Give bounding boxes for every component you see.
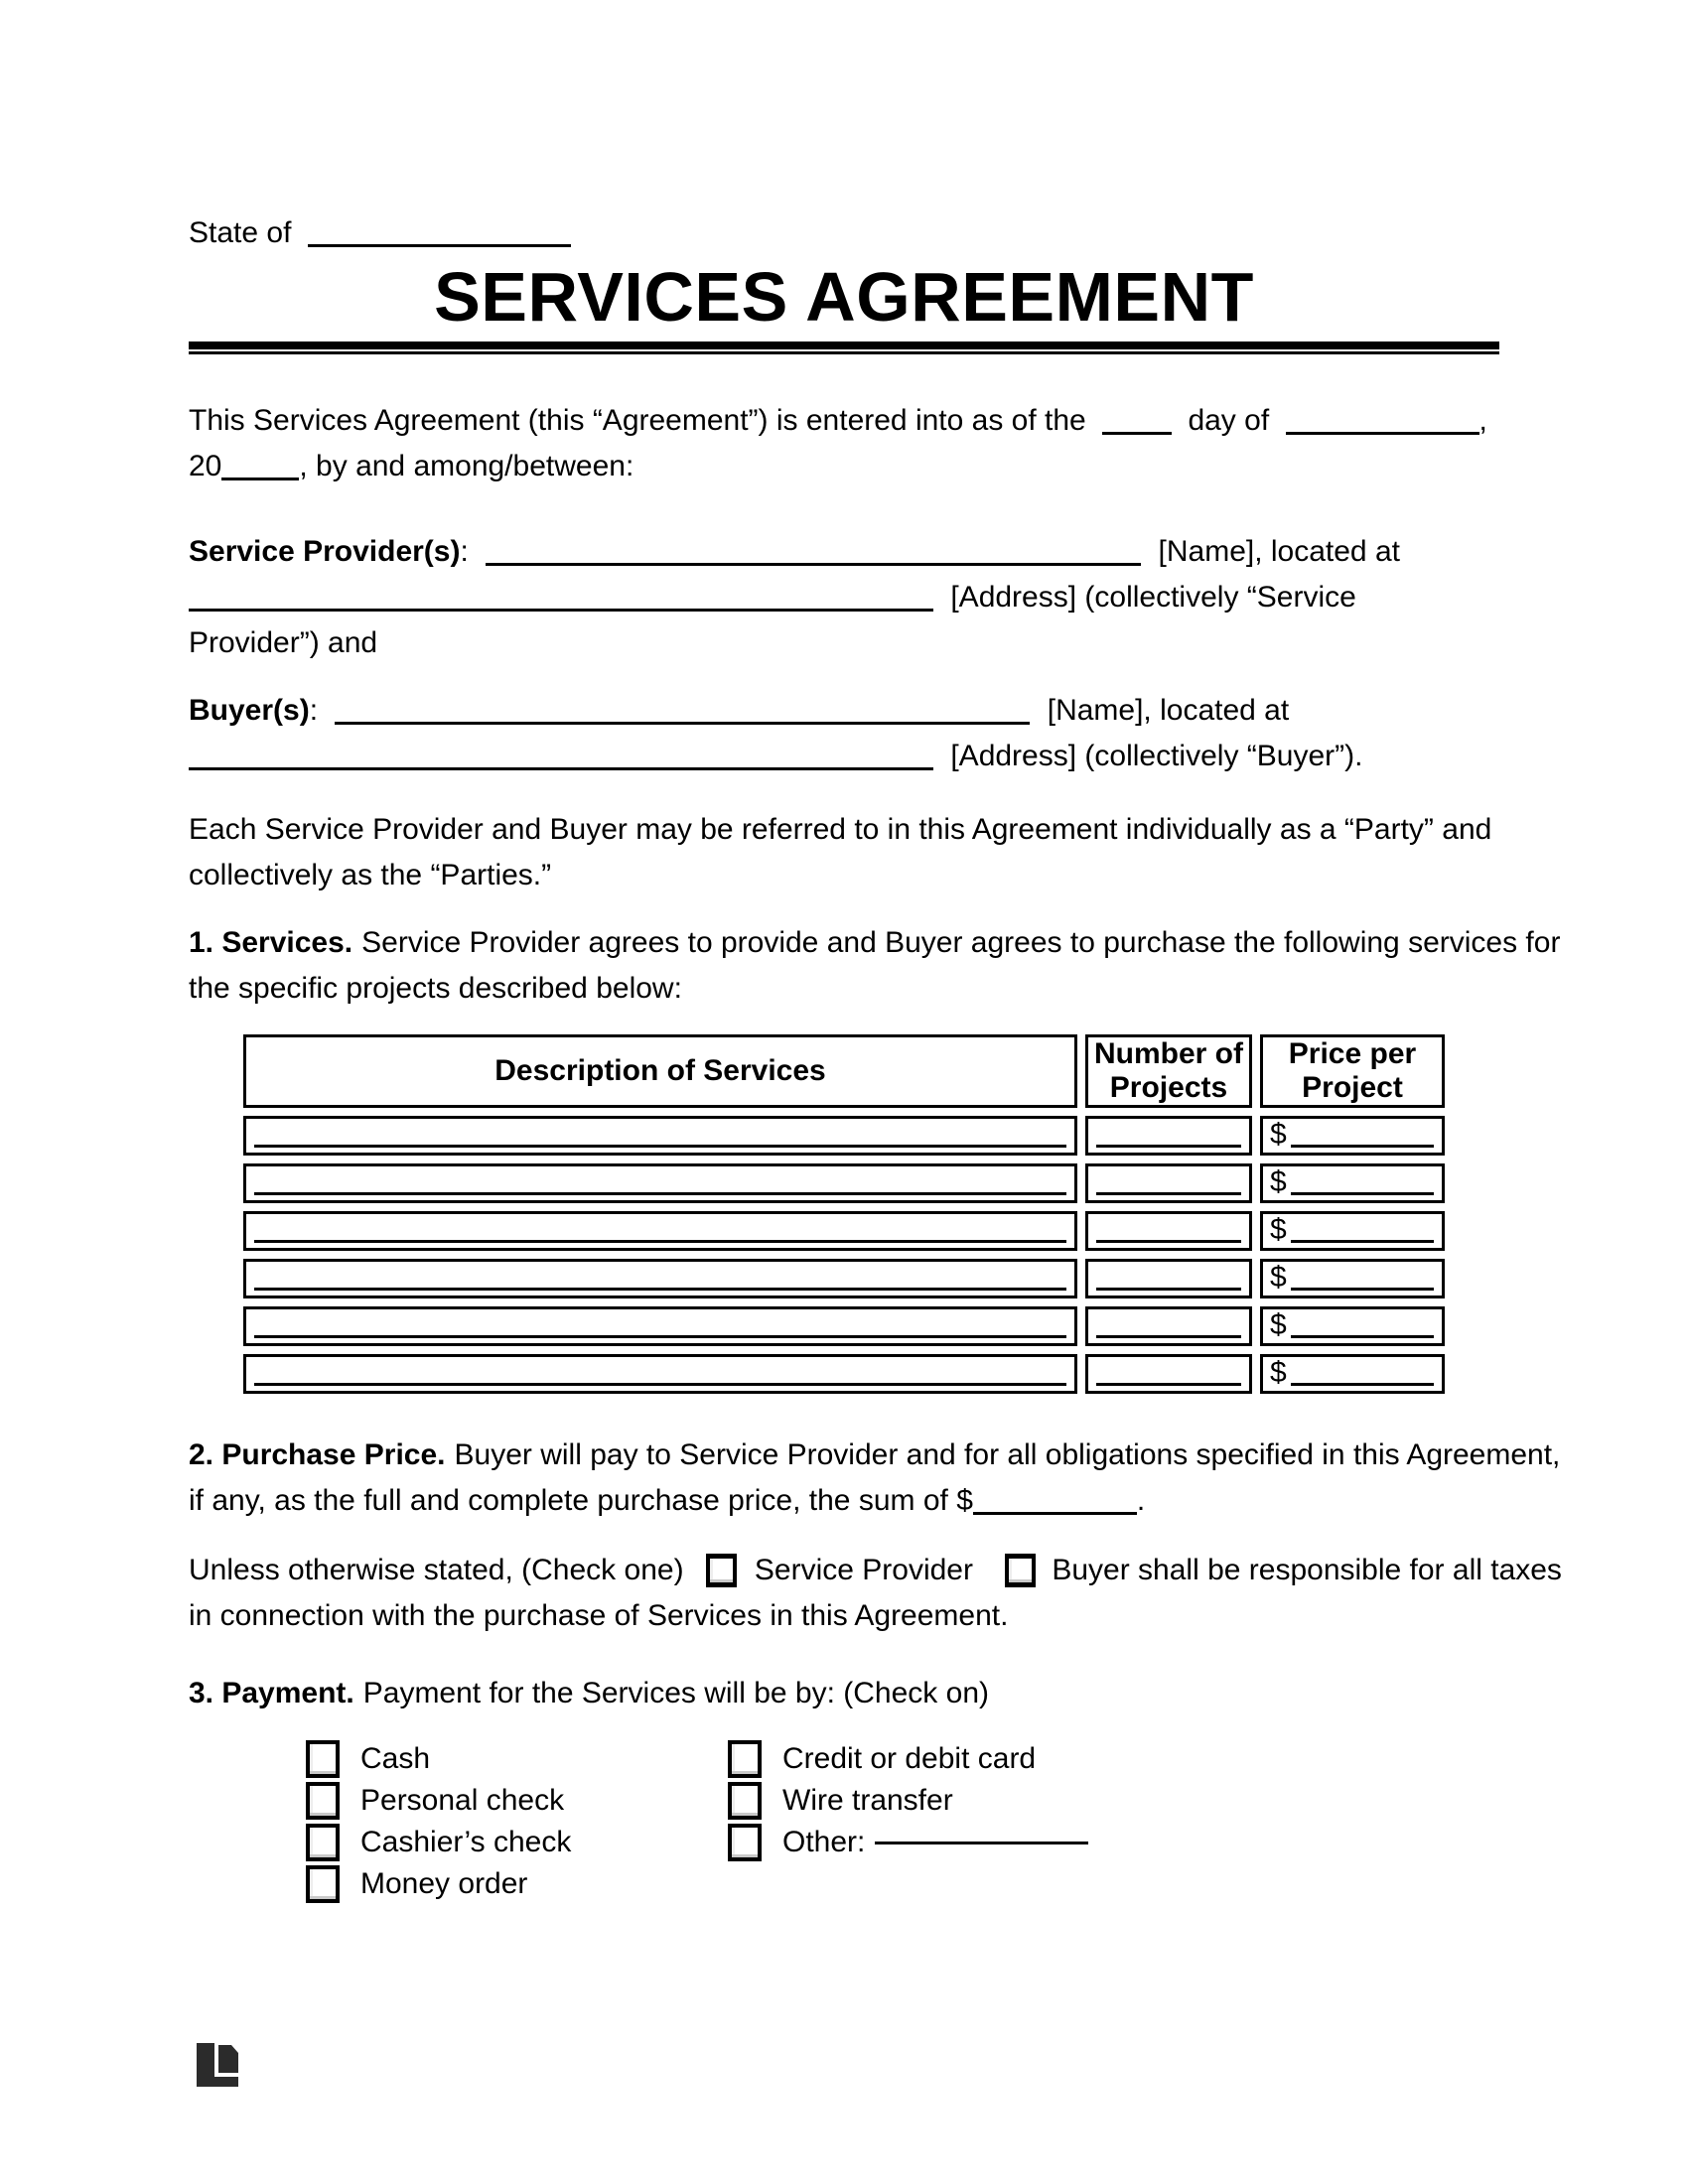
buyer-address-tag: [Address] (collectively “Buyer”).	[950, 740, 1363, 772]
year-blank[interactable]	[221, 478, 299, 480]
parties-paragraph	[189, 807, 1499, 898]
day-of-text: day of	[1188, 404, 1270, 437]
parties-text: Each Service Provider and Buyer may be referred to in this Agreement individually as a “Party” and	[189, 813, 1492, 846]
price-fill-line[interactable]	[1291, 1145, 1434, 1148]
description-cell	[243, 1259, 1077, 1298]
services-text: the specific projects described below:	[189, 972, 682, 1005]
dollar-sign: $	[1270, 1118, 1287, 1151]
intro-paragraph	[189, 398, 1499, 489]
other-blank[interactable]	[875, 1842, 1088, 1844]
col-projects-header: Number of Projects	[1085, 1034, 1252, 1108]
projects-fill-line[interactable]	[1096, 1145, 1241, 1148]
description-fill-line[interactable]	[254, 1145, 1066, 1148]
payment-text: Payment for the Services will be by: (Check on)	[362, 1677, 989, 1709]
checkbox-service-provider[interactable]	[706, 1554, 737, 1587]
section-payment	[189, 1671, 1499, 1716]
text-line	[189, 575, 1499, 620]
list-item	[306, 1738, 571, 1780]
services-text: Service Provider agrees to provide and Buyer agrees to purchase the following services for	[361, 926, 1561, 959]
price-cell	[1260, 1211, 1445, 1251]
checkbox-buyer[interactable]	[1005, 1554, 1036, 1587]
colon: :	[460, 535, 469, 568]
intro-text-end: , by and among/between:	[299, 450, 634, 482]
services-heading: 1. Services.	[189, 926, 353, 959]
projects-fill-line[interactable]	[1096, 1192, 1241, 1195]
list-item	[306, 1822, 571, 1863]
price-fill-line[interactable]	[1291, 1335, 1434, 1338]
intro-text: This Services Agreement (this “Agreement”) is entered into as of the	[189, 404, 1086, 437]
period: .	[1136, 1484, 1146, 1517]
col-price-header: Price per Project	[1260, 1034, 1445, 1108]
description-fill-line[interactable]	[254, 1240, 1066, 1243]
colon: :	[309, 694, 319, 727]
projects-cell	[1085, 1116, 1252, 1156]
checkbox-other[interactable]	[728, 1824, 762, 1861]
state-line	[189, 210, 1499, 256]
description-cell	[243, 1354, 1077, 1394]
buyer-name-blank[interactable]	[335, 722, 1030, 725]
payment-heading: 3. Payment.	[189, 1677, 354, 1709]
description-cell	[243, 1116, 1077, 1156]
projects-fill-line[interactable]	[1096, 1335, 1241, 1338]
option-label-cash: Cash	[360, 1742, 431, 1775]
buyer-label: Buyer(s)	[189, 694, 310, 727]
text-line	[189, 398, 1499, 444]
month-blank[interactable]	[1286, 432, 1479, 435]
dollar-sign: $	[1270, 1356, 1287, 1389]
purchase-price-text: Buyer will pay to Service Provider and for all obligations specified in this Agreement,	[454, 1438, 1561, 1471]
text-line	[189, 688, 1499, 734]
section-services	[189, 920, 1561, 1012]
option-label-other: Other:	[782, 1826, 866, 1858]
projects-cell	[1085, 1163, 1252, 1203]
payment-options	[189, 1738, 1499, 1909]
sum-blank[interactable]	[973, 1512, 1137, 1515]
list-item	[728, 1780, 1088, 1822]
price-cell	[1260, 1163, 1445, 1203]
title-divider	[189, 341, 1499, 354]
text-line	[189, 1433, 1561, 1478]
price-fill-line[interactable]	[1291, 1383, 1434, 1386]
dollar-sign: $	[1270, 1308, 1287, 1341]
description-fill-line[interactable]	[254, 1288, 1066, 1291]
price-cell	[1260, 1306, 1445, 1346]
projects-cell	[1085, 1354, 1252, 1394]
description-cell	[243, 1306, 1077, 1346]
services-table	[235, 1026, 1453, 1402]
comma: ,	[1478, 404, 1487, 437]
checkbox-cash[interactable]	[306, 1740, 340, 1778]
projects-cell	[1085, 1211, 1252, 1251]
option-label-cashiers-check: Cashier’s check	[360, 1826, 572, 1858]
price-cell	[1260, 1354, 1445, 1394]
year-prefix: 20	[189, 450, 222, 482]
list-item	[306, 1780, 571, 1822]
dollar-sign: $	[1270, 1165, 1287, 1198]
checkbox-personal-check[interactable]	[306, 1782, 340, 1820]
provider-name-blank[interactable]	[486, 563, 1141, 566]
projects-cell	[1085, 1306, 1252, 1346]
projects-cell	[1085, 1259, 1252, 1298]
description-fill-line[interactable]	[254, 1335, 1066, 1338]
text-line	[189, 920, 1561, 966]
state-blank[interactable]	[308, 244, 571, 247]
payment-options-column-2	[728, 1738, 1088, 1863]
taxes-paragraph	[189, 1548, 1562, 1639]
text-line	[189, 1478, 1499, 1524]
provider-text-end: Provider”) and	[189, 626, 378, 659]
checkbox-cashiers-check[interactable]	[306, 1824, 340, 1861]
projects-fill-line[interactable]	[1096, 1288, 1241, 1291]
option-label-personal-check: Personal check	[360, 1784, 565, 1817]
text-line	[189, 1548, 1562, 1593]
list-item	[306, 1863, 571, 1905]
purchase-price-heading: 2. Purchase Price.	[189, 1438, 446, 1471]
projects-fill-line[interactable]	[1096, 1240, 1241, 1243]
option-label-credit-or-debit-card: Credit or debit card	[782, 1742, 1037, 1775]
description-cell	[243, 1211, 1077, 1251]
checkbox-money-order[interactable]	[306, 1865, 340, 1903]
provider-name-tag: [Name], located at	[1158, 535, 1400, 568]
checkbox-wire-transfer[interactable]	[728, 1782, 762, 1820]
price-fill-line[interactable]	[1291, 1288, 1434, 1291]
state-of-label: State of	[189, 216, 292, 249]
buyer-name-tag: [Name], located at	[1047, 694, 1290, 727]
text-line	[189, 529, 1499, 575]
taxes-text: in connection with the purchase of Services in this Agreement.	[189, 1599, 1009, 1632]
buyer-block	[189, 688, 1499, 779]
service-provider-label: Service Provider(s)	[189, 535, 461, 568]
payment-options-column-1	[306, 1738, 571, 1905]
option-label-money-order: Money order	[360, 1867, 528, 1900]
parties-text: collectively as the “Parties.”	[189, 859, 552, 891]
purchase-price-text: if any, as the full and complete purchase price, the sum of $	[189, 1484, 973, 1517]
table-row	[243, 1259, 1445, 1298]
option-label-wire-transfer: Wire transfer	[782, 1784, 953, 1817]
text-line	[189, 734, 1499, 779]
checkbox-credit-or-debit-card[interactable]	[728, 1740, 762, 1778]
price-cell	[1260, 1259, 1445, 1298]
price-cell	[1260, 1116, 1445, 1156]
provider-address-tag: [Address] (collectively “Service	[950, 581, 1356, 614]
dollar-sign: $	[1270, 1213, 1287, 1246]
provider-address-blank[interactable]	[189, 609, 933, 612]
description-cell	[243, 1163, 1077, 1203]
table-row	[243, 1163, 1445, 1203]
description-fill-line[interactable]	[254, 1383, 1066, 1386]
table-header-row	[243, 1034, 1445, 1108]
table-row	[243, 1354, 1445, 1394]
list-item	[728, 1738, 1088, 1780]
day-blank[interactable]	[1102, 432, 1172, 435]
price-fill-line[interactable]	[1291, 1240, 1434, 1243]
col-description-header: Description of Services	[243, 1034, 1077, 1108]
list-item	[728, 1822, 1088, 1863]
price-fill-line[interactable]	[1291, 1192, 1434, 1195]
text-line	[189, 444, 1499, 489]
legal-templates-logo-icon	[197, 2043, 238, 2087]
projects-fill-line[interactable]	[1096, 1383, 1241, 1386]
section-purchase-price	[189, 1433, 1561, 1524]
text-line	[189, 620, 1499, 666]
service-provider-block	[189, 529, 1499, 666]
taxes-text: Buyer shall be responsible for all taxes	[1052, 1554, 1562, 1586]
buyer-address-blank[interactable]	[189, 767, 933, 770]
description-fill-line[interactable]	[254, 1192, 1066, 1195]
table-row	[243, 1306, 1445, 1346]
page-title: SERVICES AGREEMENT	[434, 258, 1254, 336]
taxes-option-service-provider: Service Provider	[754, 1554, 973, 1586]
taxes-text: Unless otherwise stated, (Check one)	[189, 1554, 684, 1586]
table-row	[243, 1211, 1445, 1251]
dollar-sign: $	[1270, 1261, 1287, 1294]
table-row	[243, 1116, 1445, 1156]
